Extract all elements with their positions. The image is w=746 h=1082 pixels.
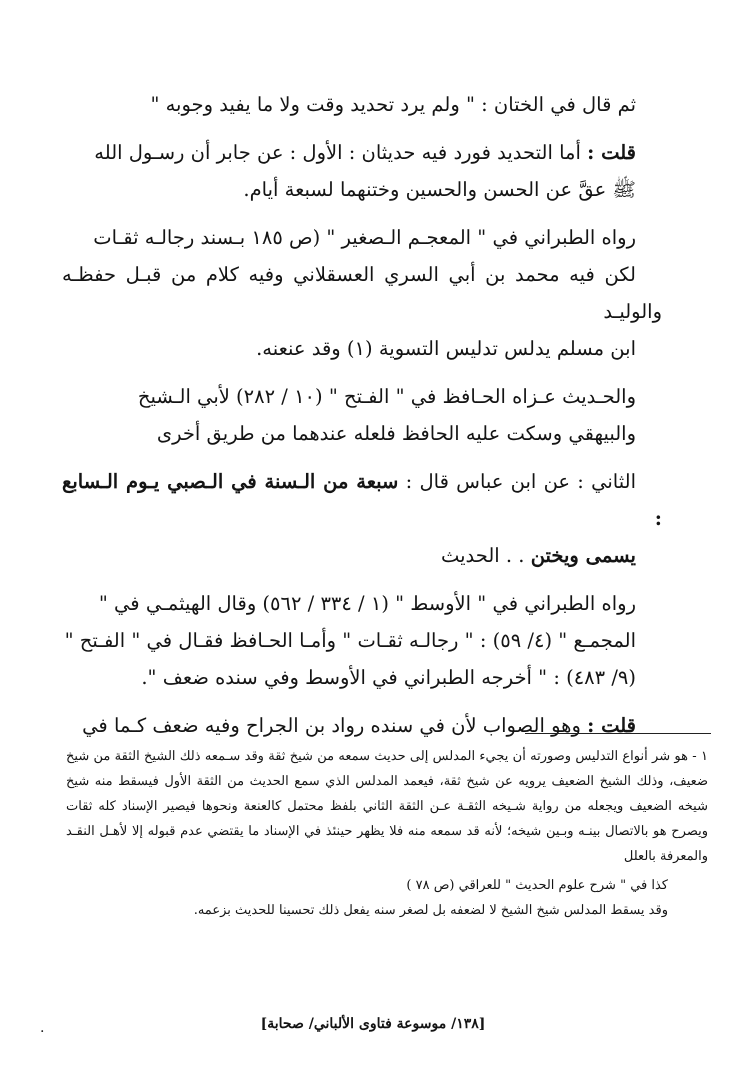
paragraph-2-line-1 [62,134,662,171]
paragraph-5-line-1 [62,463,662,537]
footnote-extra: وقد يسقط المدلس شيخ الشيخ لا لضعفه بل لصغر سنه يفعل ذلك تحسينا للحديث بزعمه. [193,903,668,918]
paragraph-3-line-2: لكن فيه محمد بن أبي السري العسقلاني وفيه كلام من قبـل حفظـه والوليـد [62,263,662,323]
hadith-quote-line-2: يسمى ويختن [530,544,636,567]
paragraph-4-line-2: والبيهقي وسكت عليه الحافظ فلعله عندهما من طريق أخرى [156,422,636,445]
paragraph-4-line-1: والحـديث عـزاه الحـافظ في " الفـتح " (١٠ / ٢٨٢) لأبي الـشيخ [137,385,636,408]
paragraph-1 [62,86,662,123]
paragraph-3-line-3: ابن مسلم يدلس تدليس التسوية (١) وقد عنعنه. [256,337,636,360]
paragraph-6 [62,585,662,696]
paragraph-5-prefix: الثاني : عن ابن عباس قال : [398,470,636,493]
paragraph-6-line-2: المجمـع " (٤/ ٥٩) : " رجالـه ثقـات " وأمـا الحـافظ فقـال في " الفـتح " [64,629,636,652]
paragraph-6-line-3: (٩/ ٤٨٣) : " أخرجه الطبراني في الأوسط وفي سنده ضعف ". [141,666,636,689]
footnote-citation: كذا في " شرح علوم الحديث " للعراقي (ص ٧٨ ) [406,878,668,893]
paragraph-5-suffix: . . الحديث [440,544,531,567]
footnote-1: ١ - هو شر أنواع التدليس وصورته أن يجيء المدلس إلى حديث سمعه من شيخ ثقة وقد سـمعه ذلك الشيخ الثقة من شيخ ضعيف، وذلك الشيخ الضعيف يرويه عن شيخ ثقة، فيعمد المدلس الذي سمع الحديث من الثقة الأول فيسقط منه شيخ شيخه الضعيف ويجعله من رواية شـيخه الثقـة عـن الثقة الثاني بلفظ محتمل كالعنعة ونحوها فيصير الإسناد كله ثقات ويصرح هو بالاتصال بينـه وبـين شيخه؛ لأنه قد سمعه منه فلا يظهر حينئذ في الإسناد ما يقتضي عدم قبوله إلا لأهـل النقـد والمعرفة بالعلل [66,749,708,864]
paragraph-6-line-1: رواه الطبراني في " الأوسط " (١ / ٣٣٤ / ٥٦٢) وقال الهيثمـي في " [98,592,636,615]
page-footer: [١٣٨/ موسوعة فتاوى الألباني/ صحابة] [260,1016,486,1032]
paragraph-5-line-2 [62,537,662,574]
qult-lead-2: قلت : [587,714,636,737]
hadith-quote-line-1: سبعة من الـسنة في الـصبي يـوم الـسابع : [62,470,662,530]
footnote-divider [525,733,711,734]
qult-lead: قلت : [587,141,636,164]
paragraph-1-text: ثم قال في الختان : " ولم يرد تحديد وقت ولا ما يفيد وجوبه " [150,93,636,116]
paragraph-2-line-2: ﷺ عقَّ عن الحسن والحسين وختنهما لسبعة أيام. [243,178,636,201]
paragraph-7-text: وهو الصواب لأن في سنده رواد بن الجراح وفيه ضعف كـما في [82,714,588,737]
paragraph-2-line-1-text: أما التحديد فورد فيه حديثان : الأول : عن جابر أن رسـول الله [94,141,588,164]
paragraph-4 [62,378,662,452]
footnotes [66,744,708,923]
paragraph-7 [62,707,662,744]
paragraph-2 [62,134,662,208]
main-text [62,86,662,755]
paragraph-3-line-1: رواه الطبراني في " المعجـم الـصغير " (ص ١٨٥ بـسند رجالـه ثقـات [93,226,636,249]
paragraph-5 [62,463,662,574]
page-dot: . [40,1020,45,1036]
paragraph-3 [62,219,662,367]
